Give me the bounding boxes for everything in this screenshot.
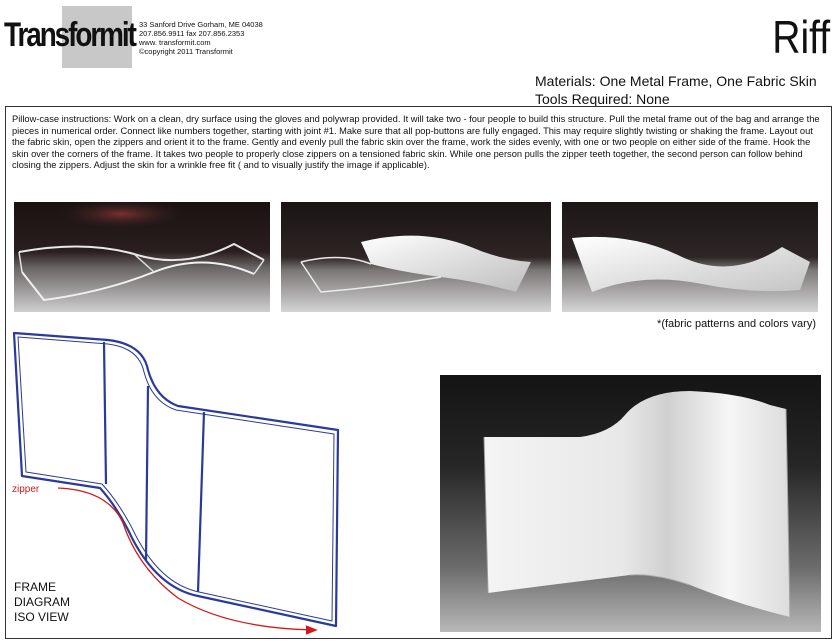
address: 33 Sanford Drive Gorham, ME 04038: [139, 20, 263, 29]
website-link[interactable]: www. transformit.com: [139, 38, 211, 47]
diagram-label-line3: ISO VIEW: [14, 610, 69, 624]
diagram-label-line1: FRAME: [14, 580, 56, 594]
diagram-label: [14, 580, 70, 625]
zipper-arrow: [58, 488, 316, 634]
photo-skin-partial: [281, 202, 551, 312]
frame-member-2: [146, 386, 148, 560]
instructions-text: Pillow-case instructions: Work on a clean, dry surface using the gloves and polywrap provided. It will take two - four people to build this structure. Pull the metal frame out of the bag and arrange the pieces in numerical order. Connect like numbers together, starting with joint #1. Make sure that all pop-buttons are fully engaged. This may require slightly twisting or shaking the frame. Layout out the fabric skin, open the zippers and orient it to the frame. Gently and evenly pull the fabric skin over the frame, work the sides evenly, with one or two people on either side of the frame. Hook the skin over the corners of the frame. It takes two people to properly close zippers on a tensioned fabric skin. While one person pulls the zipper teeth together, the second person can follow behind closing the zippers. Adjust the skin for a wrinkle free fit ( and to visually justify the image if applicable).: [12, 114, 820, 171]
phone-fax: 207.856.9911 fax 207.856.2353: [139, 29, 245, 38]
company-logo: [4, 6, 134, 68]
logo-text: Transformit: [4, 16, 135, 54]
materials-info: [535, 72, 817, 108]
frame-inner: [18, 337, 334, 621]
contact-info: [139, 20, 263, 56]
photo-frame-assembled: [14, 202, 270, 312]
frame-member-1: [104, 342, 106, 484]
diagram-label-line2: DIAGRAM: [14, 595, 71, 609]
photo-finished-structure: [440, 375, 821, 632]
frame-member-3: [198, 412, 204, 592]
photo-skin-complete: [562, 202, 818, 312]
tools-line: Tools Required: None: [535, 91, 670, 107]
copyright: ©copyright 2011 Transformit: [139, 47, 233, 56]
materials-line: Materials: One Metal Frame, One Fabric Skin: [535, 73, 817, 89]
zipper-label: zipper: [12, 484, 40, 495]
product-title: Riff: [772, 11, 830, 63]
fabric-variation-note: *(fabric patterns and colors vary): [657, 318, 816, 330]
